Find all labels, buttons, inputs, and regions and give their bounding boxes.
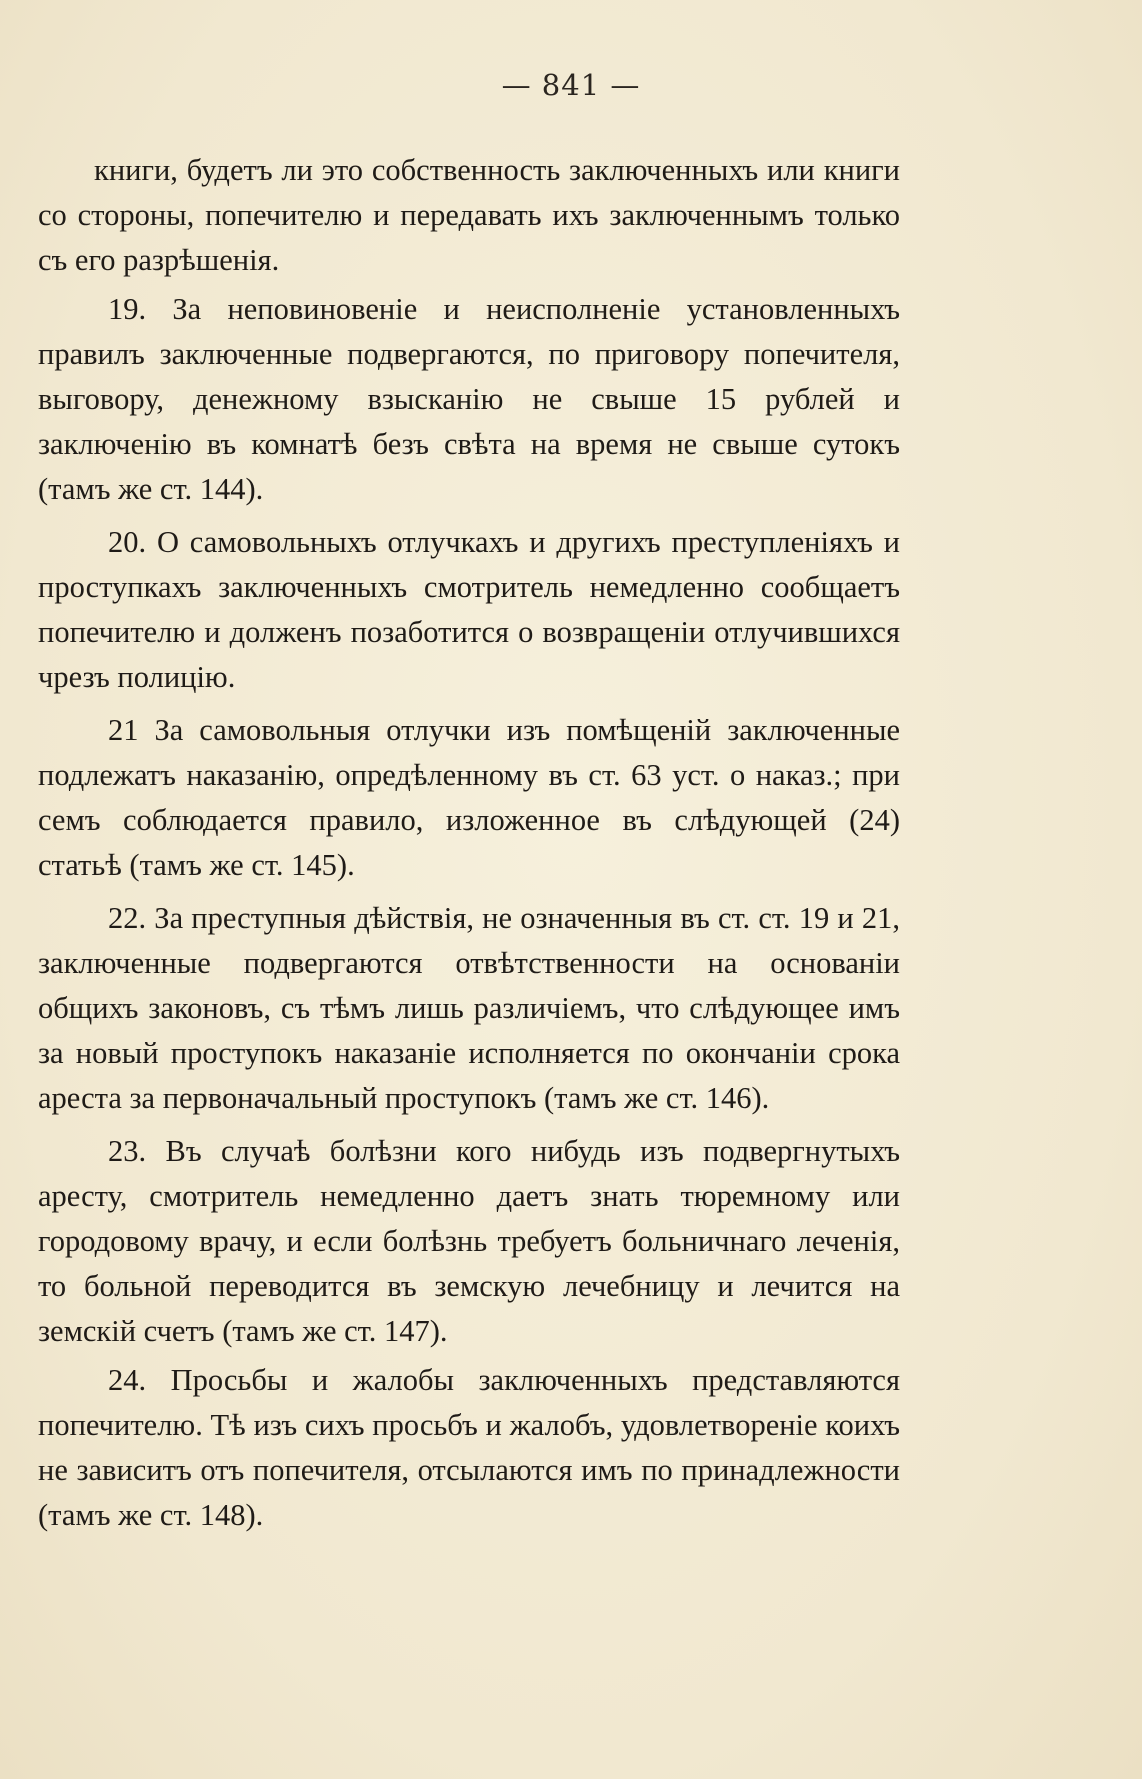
paragraph-continuation: книги, будетъ ли это собственность заключенныхъ или книги со стороны, попечителю и передавать ихъ заключеннымъ только съ его разрѣшенія. — [38, 153, 900, 277]
paragraph-19: 19. За неповиновеніе и неисполненіе установленныхъ правилъ заключенные подвергаются, по приговору попечителя, выговору, денежному взысканію не свыше 15 рублей и заключенію въ комнатѣ безъ свѣта на время не свыше сутокъ (тамъ же ст. 144). — [38, 292, 900, 506]
page-number: — 841 — — [501, 68, 641, 102]
body-text — [38, 148, 900, 1538]
paragraph-21: 21 За самовольныя отлучки изъ помѣщеній заключенные подлежатъ наказанію, опредѣленному въ ст. 63 уст. о наказ.; при семъ соблюдается правило, изложенное въ слѣдующей (24) статьѣ (тамъ же ст. 145). — [38, 713, 900, 882]
paragraph-20: 20. О самовольныхъ отлучкахъ и другихъ преступленіяхъ и проступкахъ заключенныхъ смотритель немедленно сообщаетъ попечителю и долженъ позаботится о возвращеніи отлучившихся чрезъ полицію. — [38, 525, 900, 694]
paragraph-22: 22. За преступныя дѣйствія, не означенныя въ ст. ст. 19 и 21, заключенные подвергаются отвѣтственности на основаніи общихъ законовъ, съ тѣмъ лишь различіемъ, что слѣдующее имъ за новый проступокъ наказаніе исполняется по окончаніи срока ареста за первоначальный проступокъ (тамъ же ст. 146). — [38, 901, 900, 1115]
paragraph-23: 23. Въ случаѣ болѣзни кого нибудь изъ подвергнутыхъ аресту, смотритель немедленно даетъ знать тюремному или городовому врачу, и если болѣзнь требуетъ больничнаго леченія, то больной переводится въ земскую лечебницу и лечится на земскій счетъ (тамъ же ст. 147). — [38, 1134, 900, 1348]
paragraph-24: 24. Просьбы и жалобы заключенныхъ представляются попечителю. Тѣ изъ сихъ просьбъ и жалобъ, удовлетвореніе коихъ не зависитъ отъ попечителя, отсылаются имъ по принадлежности (тамъ же ст. 148). — [38, 1363, 900, 1532]
